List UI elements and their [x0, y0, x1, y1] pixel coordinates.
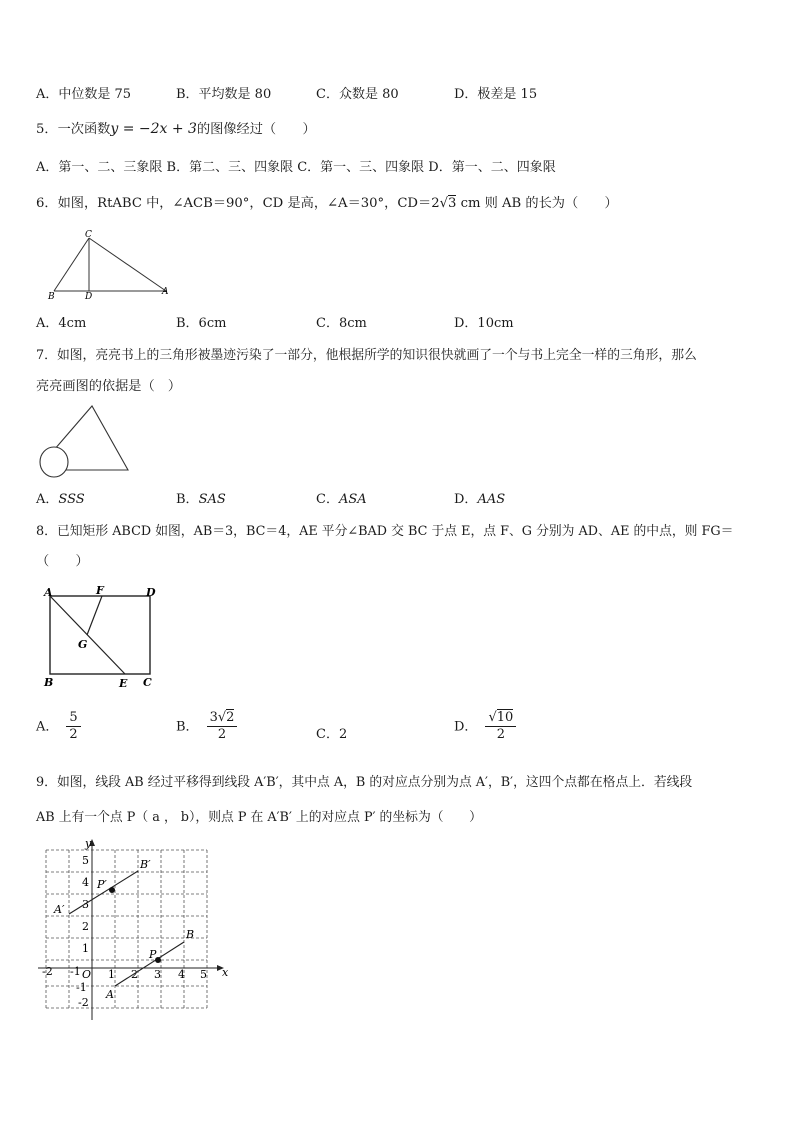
q9-x-tick-5: 5 — [200, 968, 207, 981]
q9-y-tick-3: 3 — [82, 898, 89, 911]
q9-x-tick-1: 1 — [108, 968, 115, 981]
q7-option-a: A．SSS — [36, 492, 85, 507]
q9-y-tick-1: 1 — [82, 942, 89, 955]
q6-label-c: C — [85, 230, 92, 240]
q9-x-tick-3: 3 — [154, 968, 161, 981]
q8-option-d: D． $\frac{√10}{2}$ — [454, 711, 516, 743]
q6-label-b: B — [48, 292, 55, 302]
q6-side-bc — [54, 238, 89, 291]
q7-ink-stain — [40, 447, 68, 477]
q9-label-b-prime: B′ — [140, 858, 151, 871]
q6-option-b: B．6cm — [176, 316, 227, 331]
q8-rectangle-figure — [40, 582, 165, 692]
q6-stem — [36, 192, 618, 211]
q9-label-a-prime: A′ — [54, 903, 65, 916]
q9-x-tick-2: 2 — [131, 968, 138, 981]
q9-point-p-prime — [109, 887, 115, 893]
q9-stem-line2: AB 上有一个点 P（ a ， b），则点 P 在 A′B′ 上的对应点 P′ 的坐标为（ ） — [36, 810, 482, 825]
q8-stem-line2: （ ） — [36, 554, 89, 569]
q9-y-tick-neg1: -1 — [76, 981, 87, 994]
q6-triangle-figure — [44, 228, 174, 302]
q6-prefix: 6．如图，RtABC 中，∠ACB＝90°，CD 是高，∠A＝30°，CD＝ — [36, 196, 432, 211]
q5-formula: y = −2x + 3 — [110, 121, 197, 137]
q5-options: A．第一、二、三象限 B．第二、三、四象限 C．第一、三、四象限 D．第一、二、四象限 — [36, 160, 556, 175]
q9-y-tick-5: 5 — [82, 854, 89, 867]
q6-option-d: D．10cm — [454, 316, 514, 331]
q9-coordinate-grid-figure — [34, 836, 244, 1022]
q8-label-d: D — [146, 586, 156, 599]
q6-label-d: D — [85, 292, 93, 302]
q8-option-c: C．2 — [316, 727, 348, 742]
q9-grid-lines — [46, 850, 207, 1008]
q9-stem-line1: 9．如图，线段 AB 经过平移得到线段 A′B′，其中点 A，B 的对应点分别为点 A′，B′，这四个点都在格点上．若线段 — [36, 775, 693, 790]
q9-y-tick-2: 2 — [82, 920, 89, 933]
q9-x-tick-neg2: -2 — [42, 965, 53, 978]
q4-option-b: B．平均数是 80 — [176, 87, 272, 102]
q5-stem — [36, 118, 316, 137]
q9-x-axis-label: x — [222, 966, 229, 979]
q8-label-b: B — [44, 676, 54, 689]
q7-option-b: B．SAS — [176, 492, 226, 507]
q7-stem-line1: 7．如图，亮亮书上的三角形被墨迹污染了一部分，他根据所学的知识很快就画了一个与书上完全一样的三角形，那么 — [36, 348, 697, 363]
q6-suffix: cm 则 AB 的长为（ ） — [456, 196, 618, 211]
q9-label-b: B — [186, 928, 195, 941]
q9-y-tick-neg2: -2 — [78, 996, 89, 1009]
q6-option-c: C．8cm — [316, 316, 367, 331]
q8-rectangle-abcd — [50, 596, 150, 674]
q4-option-a: A．中位数是 75 — [36, 87, 132, 102]
q9-x-tick-4: 4 — [178, 968, 185, 981]
q5-suffix: 的图像经过（ ） — [196, 122, 316, 137]
q7-option-c: C．ASA — [316, 492, 367, 507]
q9-origin-label: O — [82, 968, 92, 981]
q4-option-d: D．极差是 15 — [454, 87, 538, 102]
q6-cd-value: 2√3 — [431, 196, 457, 211]
q7-stem-line2: 亮亮画图的依据是（ ） — [36, 379, 182, 394]
q9-label-p-prime: P′ — [97, 878, 107, 891]
q9-y-tick-4: 4 — [82, 876, 89, 889]
q7-option-d: D．AAS — [454, 492, 506, 507]
q6-side-ca — [89, 238, 166, 291]
q8-label-e: E — [119, 677, 128, 690]
q9-x-tick-neg1: -1 — [70, 965, 81, 978]
q9-label-p: P — [149, 948, 157, 961]
q8-label-f: F — [96, 584, 104, 597]
q8-label-g: G — [78, 638, 88, 651]
q9-y-axis-label: y — [85, 837, 92, 850]
q8-stem-line1: 8．已知矩形 ABCD 如图，AB＝3，BC＝4，AE 平分∠BAD 交 BC 于点 E，点 F、G 分别为 AD、AE 的中点，则 FG＝ — [36, 524, 734, 539]
q8-label-a: A — [44, 586, 53, 599]
q8-option-a: A． $\frac{5}{2}$ — [36, 711, 81, 743]
q8-option-b: B． $\frac{3√2}{2}$ — [176, 711, 237, 743]
q6-label-a: A — [162, 287, 169, 297]
q8-label-c: C — [143, 676, 152, 689]
q7-stained-triangle-figure — [36, 400, 136, 480]
q6-option-a: A．4cm — [36, 316, 87, 331]
q9-label-a: A — [106, 988, 114, 1001]
q8-segment-fg — [87, 596, 102, 635]
q4-option-c: C．众数是 80 — [316, 87, 399, 102]
q5-prefix: 5．一次函数 — [36, 122, 111, 137]
